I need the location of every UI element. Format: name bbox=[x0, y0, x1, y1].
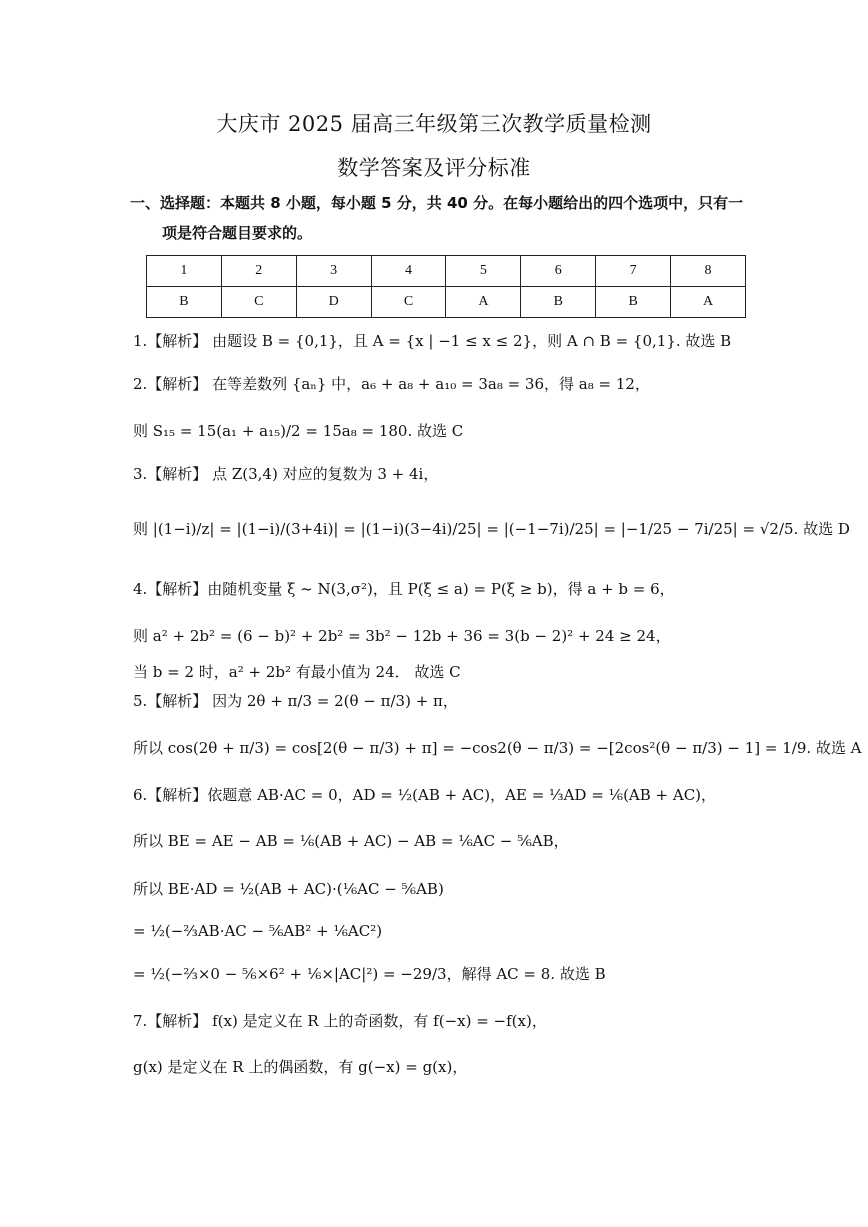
solution-q5-line1: 5.【解析】 因为 2θ + π/3 = 2(θ − π/3) + π， bbox=[133, 692, 458, 710]
solution-q6-line2: 所以 BE = AE − AB = ⅙(AB + AC) − AB = ⅙AC − ⅚AB， bbox=[133, 832, 569, 850]
solution-q4-line2: 则 a² + 2b² = (6 − b)² + 2b² = 3b² − 12b + 36 = 3(b − 2)² + 24 ≥ 24， bbox=[133, 627, 671, 645]
answer-table-answer-row bbox=[147, 287, 746, 318]
table-cell: 5 bbox=[446, 256, 521, 287]
solution-q6-line1: 6.【解析】依题意 AB·AC = 0，AD = ½(AB + AC)，AE = ⅓AD = ⅙(AB + AC)， bbox=[133, 786, 717, 804]
table-cell: C bbox=[371, 287, 446, 318]
solution-q3-line2: 则 |(1−i)/z| = |(1−i)/(3+4i)| = |(1−i)(3−4i)/25| = |(−1−7i)/25| = |−1/25 − 7i/25| = √2/5. 故选 D bbox=[133, 520, 850, 538]
table-cell: A bbox=[446, 287, 521, 318]
table-cell: C bbox=[221, 287, 296, 318]
solution-q6-line4: = ½(−⅔AB·AC − ⅚AB² + ⅙AC²) bbox=[133, 922, 383, 940]
table-cell: 1 bbox=[147, 256, 222, 287]
solution-q7-line2: g(x) 是定义在 R 上的偶函数，有 g(−x) = g(x)， bbox=[133, 1058, 468, 1076]
table-cell: A bbox=[671, 287, 746, 318]
solution-q5-line2: 所以 cos(2θ + π/3) = cos[2(θ − π/3) + π] = −cos2(θ − π/3) = −[2cos²(θ − π/3) − 1] = 1/9. 故选 A bbox=[133, 739, 862, 757]
table-cell: B bbox=[147, 287, 222, 318]
table-cell: 7 bbox=[596, 256, 671, 287]
solution-q1-line1: 1.【解析】 由题设 B = {0,1}，且 A = {x | −1 ≤ x ≤ 2}，则 A ∩ B = {0,1}. 故选 B bbox=[133, 332, 732, 350]
table-cell: 3 bbox=[296, 256, 371, 287]
table-cell: 6 bbox=[521, 256, 596, 287]
answer-table bbox=[146, 255, 746, 318]
solution-q2-line1: 2.【解析】 在等差数列 {aₙ} 中，a₆ + a₈ + a₁₀ = 3a₈ = 36，得 a₈ = 12， bbox=[133, 375, 650, 393]
table-cell: 4 bbox=[371, 256, 446, 287]
table-cell: B bbox=[521, 287, 596, 318]
page-subtitle: 数学答案及评分标准 bbox=[337, 156, 531, 180]
solution-q7-line1: 7.【解析】 f(x) 是定义在 R 上的奇函数，有 f(−x) = −f(x)， bbox=[133, 1012, 547, 1030]
table-cell: D bbox=[296, 287, 371, 318]
solution-q4-line3: 当 b = 2 时，a² + 2b² 有最小值为 24． 故选 C bbox=[133, 663, 461, 681]
section-heading-line2: 项是符合题目要求的。 bbox=[162, 224, 313, 242]
section-heading-line1: 一、选择题：本题共 8 小题，每小题 5 分，共 40 分。在每小题给出的四个选项中，只有一 bbox=[130, 194, 744, 212]
table-cell: 2 bbox=[221, 256, 296, 287]
solution-q3-line1: 3.【解析】 点 Z(3,4) 对应的复数为 3 + 4i， bbox=[133, 465, 439, 483]
solution-q4-line1: 4.【解析】由随机变量 ξ ~ N(3,σ²)，且 P(ξ ≤ a) = P(ξ ≥ b)，得 a + b = 6， bbox=[133, 580, 675, 598]
page-title: 大庆市 2025 届高三年级第三次教学质量检测 bbox=[216, 112, 652, 136]
table-cell: 8 bbox=[671, 256, 746, 287]
answer-table-number-row bbox=[147, 256, 746, 287]
table-cell: B bbox=[596, 287, 671, 318]
solution-q6-line3: 所以 BE·AD = ½(AB + AC)·(⅙AC − ⅚AB) bbox=[133, 880, 444, 898]
solution-q2-line2: 则 S₁₅ = 15(a₁ + a₁₅)/2 = 15a₈ = 180. 故选 C bbox=[133, 422, 464, 440]
solution-q6-line5: = ½(−⅔×0 − ⅚×6² + ⅙×|AC|²) = −29/3，解得 AC = 8. 故选 B bbox=[133, 965, 606, 983]
